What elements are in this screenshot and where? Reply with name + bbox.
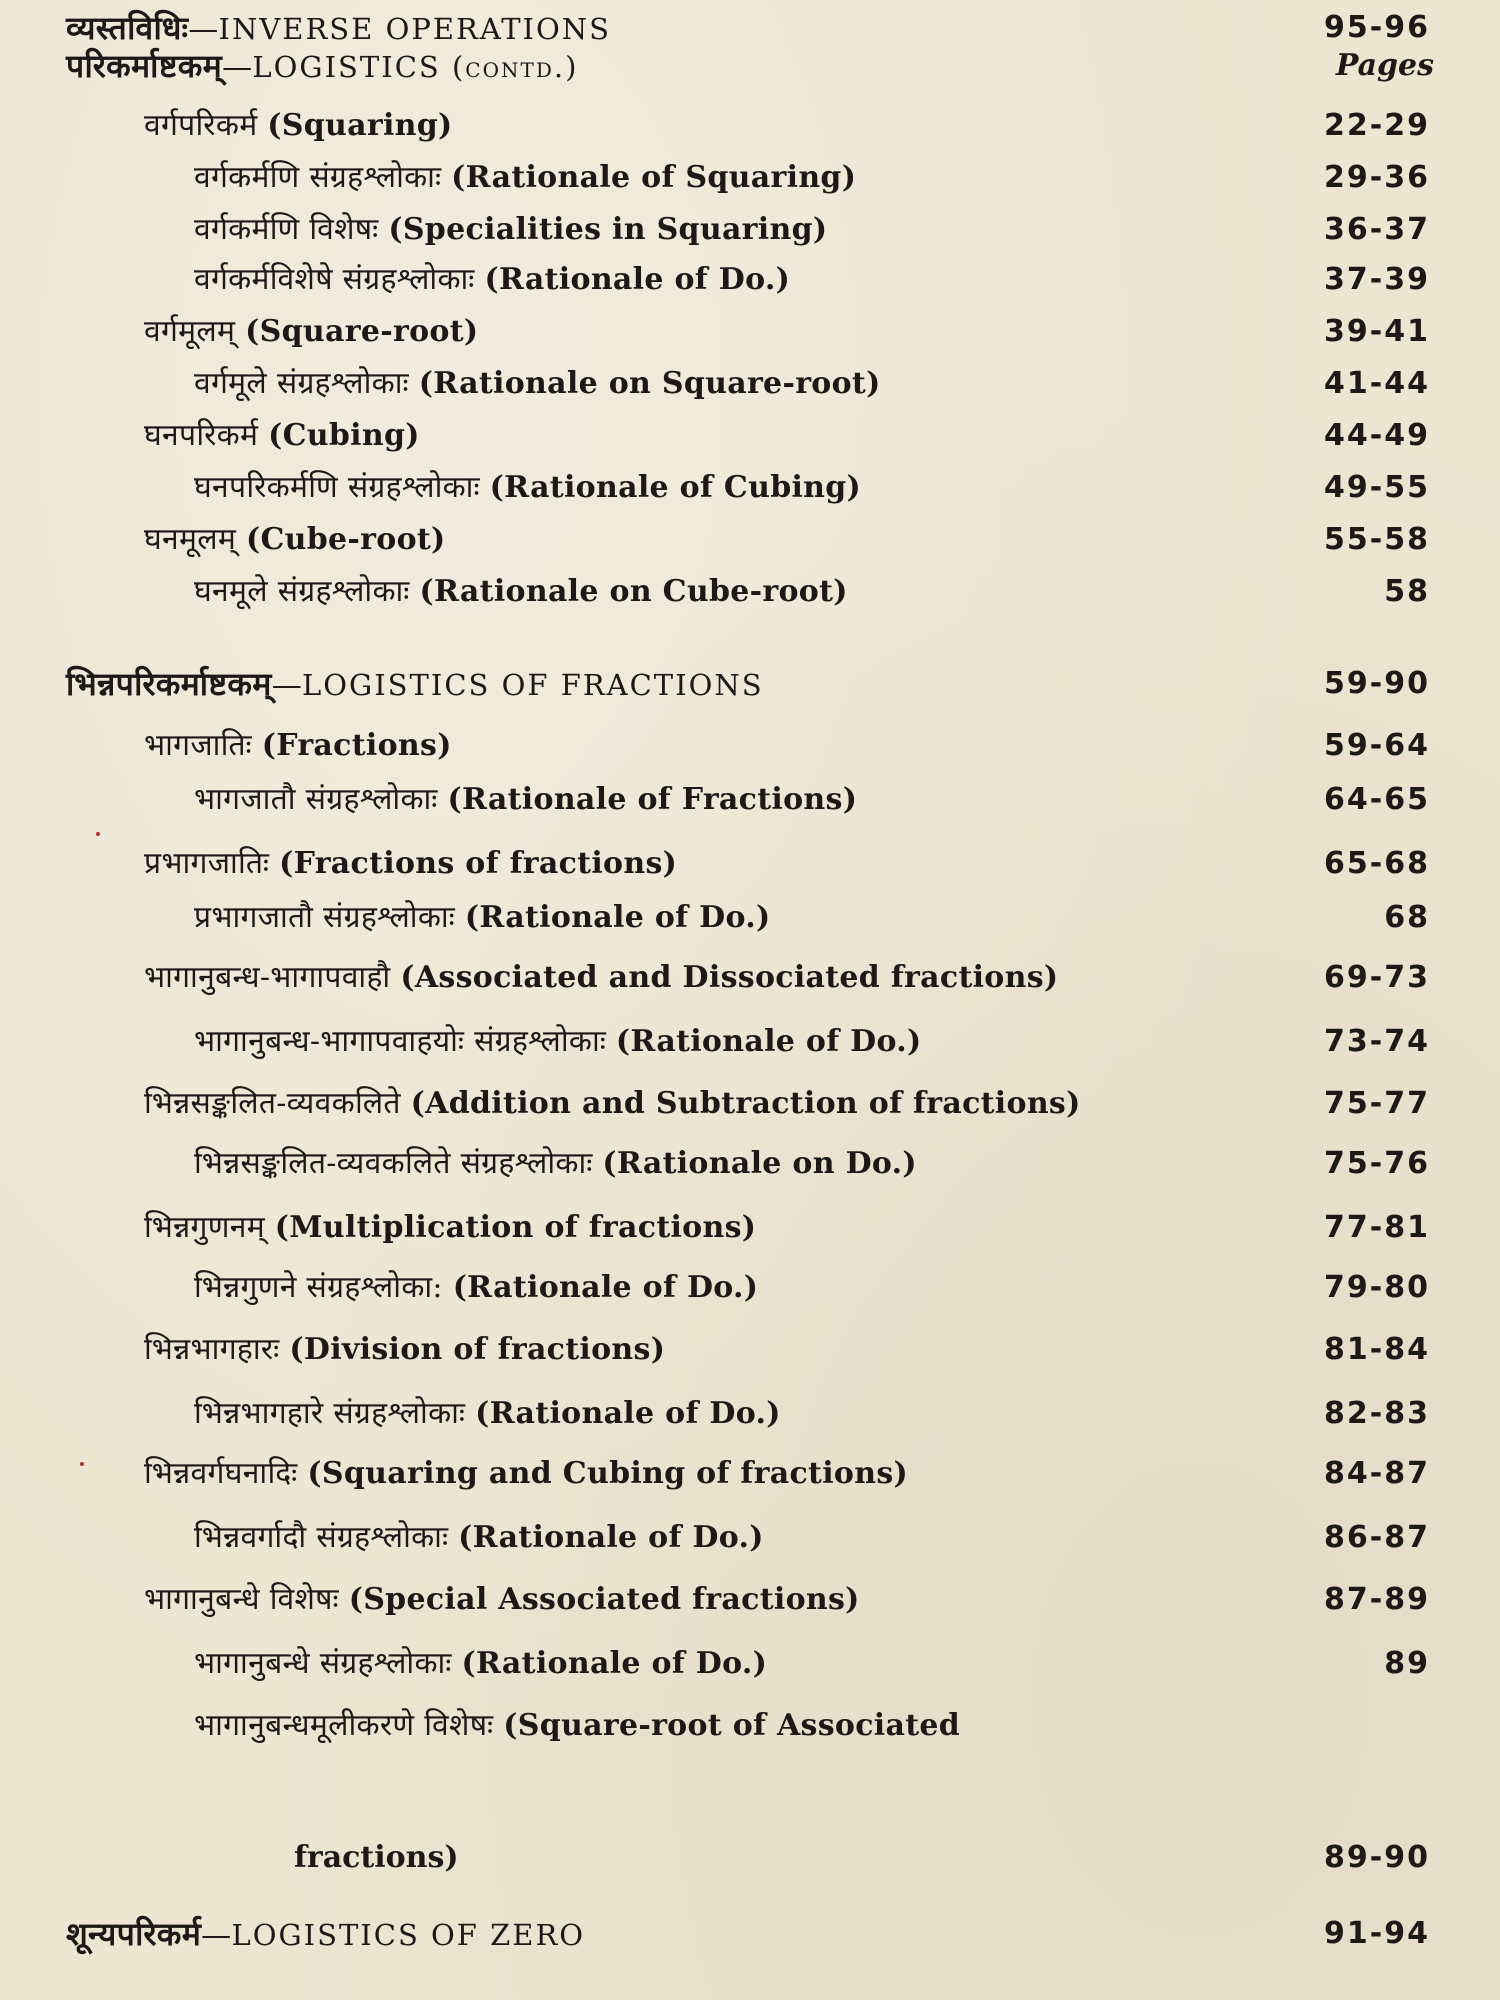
toc-subentry: [0, 150, 1500, 206]
page-range: 86-87: [1324, 1520, 1430, 1555]
english-title: LOGISTICS OF ZERO: [231, 1918, 586, 1952]
sanskrit-title: भिन्नवर्गघनादिः: [144, 1456, 298, 1491]
sanskrit-title: वर्गमूलम्: [144, 314, 236, 349]
toc-entry: [0, 1446, 1500, 1502]
toc-entry: [0, 408, 1500, 464]
toc-subentry-title: [194, 150, 856, 206]
page-range: 75-77: [1324, 1086, 1430, 1121]
sanskrit-title: भागानुबन्धे संग्रहश्लोकाः: [194, 1646, 452, 1681]
section-heading: [0, 1906, 1500, 1962]
english-title: (Squaring): [267, 108, 453, 143]
english-title: LOGISTICS OF FRACTIONS: [302, 668, 764, 702]
english-title: (Rationale of Do.): [484, 262, 791, 297]
english-title: INVERSE OPERATIONS: [218, 12, 612, 46]
ink-speck: [80, 1462, 84, 1466]
toc-subentry: [0, 1636, 1500, 1692]
page-range: 75-76: [1324, 1146, 1430, 1181]
page-range: 55-58: [1324, 522, 1430, 557]
english-title: (Rationale on Cube-root): [419, 574, 848, 609]
english-title: (Division of fractions): [289, 1332, 666, 1367]
page-range: 58: [1384, 574, 1430, 609]
page-range: 95-96: [1324, 10, 1430, 45]
toc-subentry-title: [194, 1386, 781, 1442]
sanskrit-title: भिन्नभागहारे संग्रहश्लोकाः: [194, 1396, 466, 1431]
sanskrit-title: भिन्नगुणनम्: [144, 1210, 265, 1245]
english-title: (Fractions of fractions): [279, 846, 678, 881]
sanskrit-title: व्यस्तविधिः: [66, 9, 189, 47]
english-title: (Rationale of Do.): [458, 1520, 764, 1555]
toc-entry-title: [144, 408, 420, 464]
sanskrit-title: भागजातौ संग्रहश्लोकाः: [194, 782, 438, 817]
page-range: 73-74: [1324, 1024, 1430, 1059]
english-title: LOGISTICS (contd.): [252, 50, 579, 84]
em-dash: —: [201, 1918, 232, 1953]
toc-subentry: [0, 1510, 1500, 1566]
sanskrit-title: वर्गकर्मणि विशेषः: [194, 212, 379, 247]
english-title: (Rationale of Cubing): [489, 470, 862, 505]
sanskrit-title: प्रभागजातिः: [144, 846, 270, 881]
em-dash: —: [222, 50, 253, 85]
toc-entry-title: [144, 836, 677, 892]
page-range: 22-29: [1324, 108, 1430, 143]
page-range: 36-37: [1324, 212, 1430, 247]
toc-entry-title: [144, 512, 446, 568]
ink-speck: [96, 832, 100, 836]
toc-subentry-title: [194, 1510, 764, 1566]
english-title: (Rationale of Do.): [452, 1270, 759, 1305]
toc-entry: [0, 1572, 1500, 1628]
toc-subentry-title: [194, 1014, 922, 1070]
sanskrit-title: वर्गकर्मणि संग्रहश्लोकाः: [194, 160, 442, 195]
toc-subentry: [0, 1260, 1500, 1316]
pages-column-header: Pages: [1335, 48, 1434, 83]
toc-entry: [0, 1322, 1500, 1378]
sanskrit-title: भागानुबन्ध-भागापवाहयोः संग्रहश्लोकाः: [194, 1024, 607, 1059]
sanskrit-title: प्रभागजातौ संग्रहश्लोकाः: [194, 900, 456, 935]
section-heading: [0, 656, 1500, 712]
sanskrit-title: भिन्नवर्गादौ संग्रहश्लोकाः: [194, 1520, 449, 1555]
page-range: 59-90: [1324, 666, 1430, 701]
toc-subentry-continuation: [0, 1830, 1500, 1886]
toc-entry: [0, 1076, 1500, 1132]
sanskrit-title: भागानुबन्ध-भागापवाहौ: [144, 960, 391, 995]
sanskrit-title: भागानुबन्धे विशेषः: [144, 1582, 339, 1617]
english-title: (Fractions): [261, 728, 452, 763]
sanskrit-title: भागानुबन्धमूलीकरणे विशेषः: [194, 1708, 494, 1743]
toc-subentry: [0, 1014, 1500, 1070]
page-range: 81-84: [1324, 1332, 1430, 1367]
english-title: (Square-root): [245, 314, 479, 349]
toc-subentry-title: [194, 564, 848, 620]
sanskrit-title: भागजातिः: [144, 728, 252, 763]
toc-entry-title: [144, 1200, 756, 1256]
english-title: (Multiplication of fractions): [274, 1210, 757, 1245]
sanskrit-title: परिकर्माष्टकम्: [66, 47, 223, 85]
toc-subentry-title: [194, 890, 770, 946]
toc-subentry: [0, 356, 1500, 412]
sanskrit-title: भिन्नभागहारः: [144, 1332, 280, 1367]
sanskrit-title: भिन्नसङ्कलित-व्यवकलिते संग्रहश्लोकाः: [194, 1146, 593, 1181]
page-range: 69-73: [1324, 960, 1430, 995]
toc-entry-title: [144, 1322, 665, 1378]
toc-subentry-title: [194, 772, 857, 828]
english-title: (Cube-root): [245, 522, 446, 557]
toc-subentry-title: [194, 1260, 758, 1316]
page-range: 79-80: [1324, 1270, 1430, 1305]
page-range: 77-81: [1324, 1210, 1430, 1245]
english-title: (Rationale of Do.): [475, 1396, 781, 1431]
toc-subentry-title: [194, 460, 861, 516]
page-range: 82-83: [1324, 1396, 1430, 1431]
english-title: (Square-root of Associated: [503, 1708, 961, 1743]
sanskrit-title: घनपरिकर्मणि संग्रहश्लोकाः: [194, 470, 480, 505]
english-title: (Rationale of Fractions): [447, 782, 858, 817]
em-dash: —: [271, 668, 302, 703]
sanskrit-title: घनपरिकर्म: [144, 418, 259, 453]
page-range: 64-65: [1324, 782, 1430, 817]
english-title: (Addition and Subtraction of fractions): [410, 1086, 1081, 1121]
page-range: 89: [1384, 1646, 1430, 1681]
english-title: (Squaring and Cubing of fractions): [307, 1456, 909, 1491]
page-range: 59-64: [1324, 728, 1430, 763]
toc-subentry: [0, 890, 1500, 946]
toc-subentry: [0, 1136, 1500, 1192]
toc-entry: [0, 304, 1500, 360]
toc-subentry-title: [194, 1136, 917, 1192]
english-title: (Associated and Dissociated fractions): [400, 960, 1059, 995]
toc-entry: [0, 950, 1500, 1006]
toc-subentry: [0, 1386, 1500, 1442]
toc-entry: [0, 98, 1500, 154]
toc-entry: [0, 512, 1500, 568]
section-heading-title: [66, 656, 764, 714]
section-heading: [0, 0, 1500, 56]
em-dash: —: [188, 12, 219, 47]
english-title: (Rationale on Square-root): [418, 366, 881, 401]
english-title: (Special Associated fractions): [348, 1582, 860, 1617]
toc-subentry: [0, 564, 1500, 620]
toc-entry-title: [144, 950, 1058, 1006]
english-title: (Rationale of Squaring): [451, 160, 857, 195]
toc-entry-title: [144, 1446, 908, 1502]
toc-entry-title: [144, 718, 452, 774]
page-range: 49-55: [1324, 470, 1430, 505]
page-range: 68: [1384, 900, 1430, 935]
section-heading-title: [66, 0, 611, 58]
toc-subentry-title: [194, 1698, 960, 1754]
page-range: 39-41: [1324, 314, 1430, 349]
toc-entry: [0, 836, 1500, 892]
page-range: 89-90: [1324, 1840, 1430, 1875]
toc-subentry: [0, 1698, 1500, 1754]
english-title: (Rationale on Do.): [602, 1146, 917, 1181]
toc-subentry-title: [194, 356, 881, 412]
toc-entry-title: [144, 1572, 860, 1628]
toc-subentry: [0, 460, 1500, 516]
toc-entry: [0, 718, 1500, 774]
english-title: (Rationale of Do.): [615, 1024, 922, 1059]
page-range: 87-89: [1324, 1582, 1430, 1617]
toc-entry-title: [144, 304, 478, 360]
page-range: 29-36: [1324, 160, 1430, 195]
toc-subentry: [0, 202, 1500, 258]
page-range: 91-94: [1324, 1916, 1430, 1951]
page-range: 37-39: [1324, 262, 1430, 297]
toc-subentry: [0, 772, 1500, 828]
sanskrit-title: वर्गपरिकर्म: [144, 108, 258, 143]
english-title: (Rationale of Do.): [461, 1646, 768, 1681]
sanskrit-title: घनमूलम्: [144, 522, 237, 557]
toc-subentry-title: [194, 202, 827, 258]
sanskrit-title: भिन्नगुणने संग्रहश्लोका:: [194, 1270, 443, 1305]
english-title: (Rationale of Do.): [464, 900, 771, 935]
page-range: 84-87: [1324, 1456, 1430, 1491]
english-title: (Cubing): [268, 418, 420, 453]
toc-subentry-title: [194, 252, 790, 308]
toc-entry-title: [144, 98, 453, 154]
page-range: 41-44: [1324, 366, 1430, 401]
sanskrit-title: वर्गमूले संग्रहश्लोकाः: [194, 366, 409, 401]
sanskrit-title: वर्गकर्मविशेषे संग्रहश्लोकाः: [194, 262, 475, 297]
page-range: 65-68: [1324, 846, 1430, 881]
toc-subentry-title: [194, 1636, 767, 1692]
toc-entry: [0, 1200, 1500, 1256]
sanskrit-title: भिन्नसङ्कलित-व्यवकलिते: [144, 1086, 401, 1121]
sanskrit-title: भिन्नपरिकर्माष्टकम्: [66, 665, 272, 703]
toc-subentry: [0, 252, 1500, 308]
english-title: (Specialities in Squaring): [388, 212, 828, 247]
section-heading-title: [66, 1906, 585, 1964]
english-title-continuation: fractions): [294, 1840, 459, 1875]
toc-entry-title: [144, 1076, 1081, 1132]
page-range: 44-49: [1324, 418, 1430, 453]
sanskrit-title: घनमूले संग्रहश्लोकाः: [194, 574, 410, 609]
sanskrit-title: शून्यपरिकर्म: [66, 1915, 202, 1953]
